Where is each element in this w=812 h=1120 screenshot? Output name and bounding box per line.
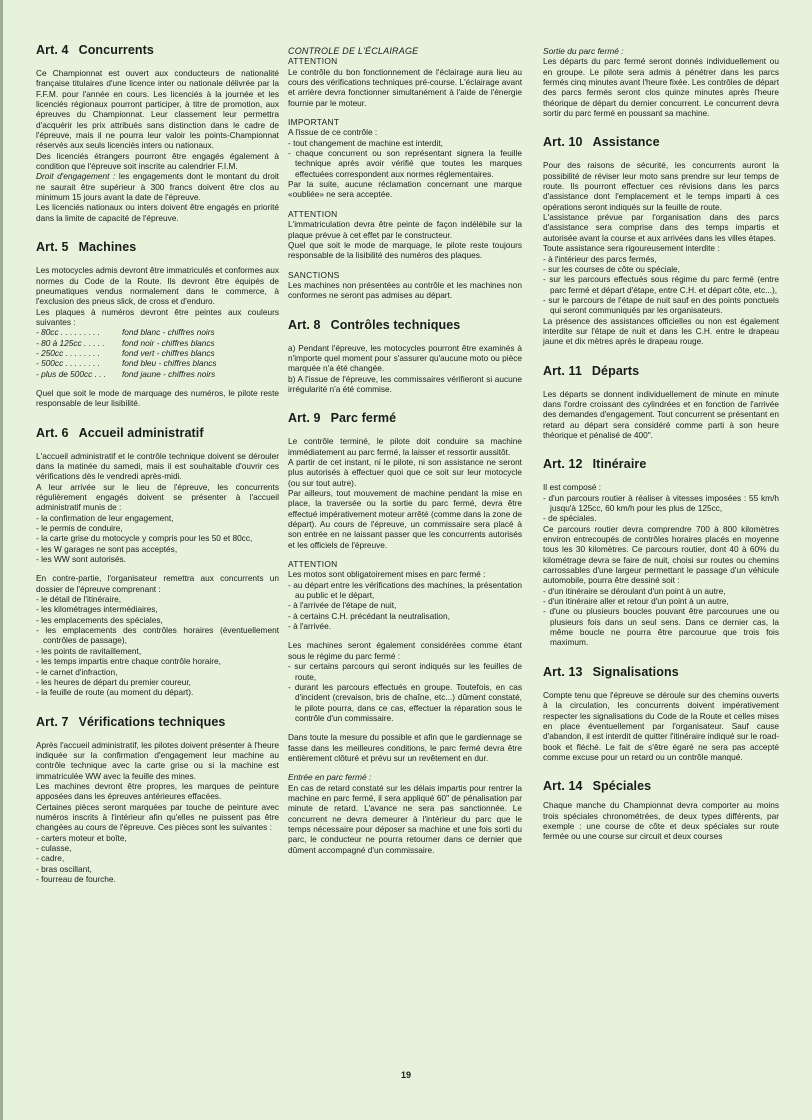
droit-engagement-label: Droit d'engagement : <box>36 171 116 182</box>
column-1 <box>36 42 279 884</box>
art4-paragraph: Droit d'engagement : les engagements dont le montant du droit ne saurait être supérieur à 300 francs doivent être clos au minimum 15 jours avant la date de l'épreuve. <box>36 171 279 203</box>
list-item: - chaque concurrent ou son représentant signera la feuille technique après avoir vérifié que toutes les marques effectuées correspondent aux normes réglementaires. <box>288 148 522 179</box>
sortie-parc-ferme-heading: Sortie du parc fermé : <box>543 46 624 56</box>
attention-label: ATTENTION <box>288 208 338 219</box>
important-label: IMPORTANT <box>288 117 340 128</box>
art8-number: Art. 8 <box>288 317 321 332</box>
art6-paragraph: L'accueil administratif et le contrôle technique doivent se dérouler dans la matinée du samedi, mais il est souhaitable d'ouvrir ces vérifications dès le vendredi après-midi. <box>36 450 279 482</box>
eclairage-paragraph: L'immatriculation devra être peinte de façon indélébile sur la plaque prévue à cet effet par le constructeur. <box>288 219 522 240</box>
art9-paragraph: Dans toute la mesure du possible et afin que le gardiennage se fasse dans les meilleures conditions, le parc fermé devra être entièrement clôturé et prévu sur un revêtement en dur. <box>288 732 522 763</box>
art8-paragraph: a) Pendant l'épreuve, les motocycles pourront être examinés à n'importe quel moment pour s'assurer qu'aucune moto ou pièce marquée n'a été changée. <box>288 342 522 374</box>
art6-list-2 <box>36 594 279 697</box>
art6-heading <box>36 425 279 441</box>
art6-title: Accueil administratif <box>78 425 204 440</box>
list-item: - les emplacements des spéciales, <box>36 615 279 625</box>
list-item: - les emplacements des contrôles horaires (éventuellement contrôles de passage), <box>36 625 279 646</box>
plate-color-row: - plus de 500cc . . . fond jaune - chiffres noirs <box>36 369 279 379</box>
art5-paragraph: Les plaques à numéros devront être peintes aux couleurs suivantes : <box>36 306 279 327</box>
attention-label: ATTENTION <box>288 56 338 67</box>
art6-paragraph: A leur arrivée sur le lieu de l'épreuve, les concurrents régulièrement engagés doivent se présenter à l'accueil administratif munis de : <box>36 481 279 513</box>
art13-title: Signalisations <box>592 664 679 679</box>
art12-title: Itinéraire <box>592 457 647 472</box>
list-item: - tout changement de machine est interdit, <box>288 138 522 148</box>
art7-list <box>36 833 279 885</box>
eclairage-paragraph: Le contrôle du bon fonctionnement de l'éclairage aura lieu au cours des vérifications techniques pré-course. L'éclairage avant et arrière devra fonctionner simultanément à l'aide de l'énergie fournie par le moteur. <box>288 66 522 108</box>
eclairage-list <box>288 138 522 179</box>
art10-paragraph: Pour des raisons de sécurité, les concurrents auront la possibilité de réviser leur moto sans prendre sur leur temps de route. Ils pourront effectuer ces révisions dans les parcs d'assistance dont l'emplacement et le temps imparti à ces opérations seront indiqués sur la feuille de route. <box>543 160 779 212</box>
art10-number: Art. 10 <box>543 135 583 150</box>
art7-title: Vérifications techniques <box>78 714 226 729</box>
art13-heading <box>543 664 779 680</box>
art6-list-1 <box>36 513 279 565</box>
list-item: - la confirmation de leur engagement, <box>36 513 279 523</box>
art7-paragraph: Les machines devront être propres, les marques de peinture apposées dans les épreuves antérieures effacées. <box>36 780 279 802</box>
art11-title: Départs <box>591 363 640 378</box>
art12-paragraph: Il est composé : <box>543 482 602 493</box>
list-item: - carters moteur et boîte, <box>36 833 279 843</box>
attention-label: ATTENTION <box>288 559 338 570</box>
art14-heading <box>543 778 779 794</box>
entree-parc-ferme-heading: Entrée en parc fermé : <box>288 772 372 783</box>
list-item: - culasse, <box>36 843 279 853</box>
art5-paragraph: Quel que soit le mode de marquage des numéros, le pilote reste responsable de leur lisibilité. <box>36 387 279 409</box>
art5-paragraph: Les motocycles admis devront être immatriculés et conformes aux normes du Code de la Route. Ils devront être équipés de pneumatiques vendus normalement dans le commerce, à l'exclusion des pneus slick, de cross et d'enduro. <box>36 265 280 307</box>
list-item: - les WW sont autorisés. <box>36 554 279 564</box>
list-item: - d'une ou plusieurs boucles pouvant être parcourues une ou plusieurs fois dans un seul sens. Dans ce dernier cas, la même boucle ne pourra être parcourue que trois fois maximum. <box>543 606 779 647</box>
eclairage-paragraph: A l'issue de ce contrôle : <box>288 127 378 138</box>
eclairage-paragraph: Par la suite, aucune réclamation concernant une marque «oubliée» ne sera acceptée. <box>288 179 522 200</box>
art4-title: Concurrents <box>78 43 154 57</box>
art12-list-2 <box>543 586 779 648</box>
art9-number: Art. 9 <box>288 411 321 426</box>
list-item: - à l'arrivée. <box>288 621 522 631</box>
list-item: - d'un parcours routier à réaliser à vitesses imposées : 55 km/h jusqu'à 125cc, 60 km/h pour les plus de 125cc, <box>543 493 779 514</box>
art13-paragraph: Compte tenu que l'épreuve se déroule sur des chemins ouverts à la circulation, les concurrents doivent impérativement respecter les signalisations du Code de la Route et celles mises en place éventuellement par l'organisateur. Sauf cause d'abandon, il est interdit de quitter l'itinéraire indiqué sur le road-book et fléché. Le fait de s'être égaré ne sera pas accepté comme excuse pour un retard ou un contrôle manqué. <box>543 689 779 762</box>
list-item: - de spéciales. <box>543 513 779 523</box>
art7-heading <box>36 714 279 730</box>
art12-heading <box>543 456 779 472</box>
art10-list <box>543 254 779 316</box>
art10-title: Assistance <box>592 135 660 150</box>
art12-list-1 <box>543 493 779 524</box>
art9-heading <box>288 410 522 426</box>
art9-paragraph: Par ailleurs, tout mouvement de machine pendant la mise en place, la traversée ou la sortie du parc fermé, devra être effectué impérativement moteur arrêté (comme dans la zone de départ). Au cours de l'épreuve, un commissaire sera placé à son entrée en ne laissant passer que les concurrents autorisés et les officiels de l'épreuve. <box>288 488 522 550</box>
plate-color-table <box>36 327 279 379</box>
list-item: - le permis de conduire, <box>36 523 279 533</box>
art4-paragraph: Des licenciés étrangers pourront être engagés également à condition que l'épreuve soit inscrite au calendrier F.I.M. <box>36 150 279 172</box>
sanctions-label: SANCTIONS <box>288 269 340 280</box>
art4-heading <box>36 42 279 58</box>
art14-title: Spéciales <box>592 779 652 794</box>
art10-paragraph: La présence des assistances officielles ou non est également interdite sur l'étape de nuit et dans les C.H. entre le drapeau jaune et dix mètres après le drapeau rouge. <box>543 315 779 347</box>
list-item: - le détail de l'itinéraire, <box>36 594 279 604</box>
list-item: - les W garages ne sont pas acceptés, <box>36 544 279 554</box>
list-item: - d'un itinéraire se déroulant d'un point à un autre, <box>543 586 779 596</box>
list-item: - à l'arrivée de l'étape de nuit, <box>288 600 522 610</box>
list-item: - les points de ravitaillement, <box>36 646 279 656</box>
column-2 <box>288 46 522 855</box>
art13-number: Art. 13 <box>543 664 583 679</box>
eclairage-paragraph: Les machines non présentées au contrôle et les machines non conformes ne seront pas admises au départ. <box>288 279 522 301</box>
list-item: - fourreau de fourche. <box>36 874 279 884</box>
art14-paragraph: Chaque manche du Championnat devra comporter au moins trois spéciales chronométrées, de deux types différents, par exemple : une course de côte et deux spéciales sur route fermée ou une course sur circuit et deux courses <box>543 800 779 842</box>
page-edge <box>0 0 3 1120</box>
art14-number: Art. 14 <box>543 779 583 794</box>
art4-number: Art. 4 <box>36 43 69 57</box>
plate-color-row: - 500cc . . . . . . . . fond bleu - chiffres blancs <box>36 358 279 368</box>
list-item: - cadre, <box>36 853 279 863</box>
art9-paragraph: En cas de retard constaté sur les délais impartis pour rentrer la machine en parc fermé, il sera appliqué 60" de pénalisation par minute de retard. L'avance ne sera pas sanctionnée. Le concurrent ne devra demeurer à l'intérieur du parc que le temps nécessaire pour déposer sa machine et une fois sorti du parc, le conducteur ne pourra retourner dans ce dernier que dûment accompagné d'un commissaire. <box>288 782 522 855</box>
art9-paragraph: Les départs du parc fermé seront donnés individuellement ou en groupe. Le pilote sera admis à pénétrer dans les parcs fermés cinq minutes avant l'heure fixée. Les contrôles de départ des parcs fermés seront clos quinze minutes après l'heure théorique de départ du dernier concurrent. Le concurrent devra sortir du parc fermé en poussant sa machine. <box>543 56 779 119</box>
art10-paragraph: Toute assistance sera rigoureusement interdite : <box>543 243 720 254</box>
art10-paragraph: L'assistance prévue par l'organisation dans des parcs d'assistance sera comprise dans des temps impartis et autorisée avant la course et aux arrivées dans les villes étapes. <box>543 212 779 243</box>
art11-paragraph: Les départs se donnent individuellement de minute en minute dans l'ordre croissant des cylindrées et en fonction de l'arrivée des demandes d'engagement. Tout concurrent se présentant en retard au départ sera considéré comme parti à son heure théorique et pénalisé de 400". <box>543 388 779 440</box>
art9-paragraph: Le contrôle terminé, le pilote doit conduire sa machine immédiatement au parc fermé, la laisser et ressortir aussitôt. <box>288 436 522 457</box>
list-item: - d'un itinéraire aller et retour d'un point à un autre, <box>543 596 779 606</box>
art8-title: Contrôles techniques <box>330 317 461 332</box>
column-3 <box>543 46 779 842</box>
art9-paragraph: Les motos sont obligatoirement mises en parc fermé : <box>288 569 486 580</box>
art6-number: Art. 6 <box>36 425 69 440</box>
list-item: - le carnet d'infraction, <box>36 667 279 677</box>
list-item: - la feuille de route (au moment du départ). <box>36 687 279 697</box>
art12-paragraph: Ce parcours routier devra comprendre 700 à 800 kilomètres environ entrecoupés de contrôles horaires placés en moyenne tous les 30 kilomètres. Ce parcours routier, dont 40 à 60% du kilométrage devra se faire de nuit, choisi sur routes ou chemins carrossables d'une largeur permettant le passage d'un véhicule automobile, pourra être dessiné soit : <box>543 523 779 586</box>
art9-list-2 <box>288 661 522 723</box>
list-item: - les temps impartis entre chaque contrôle horaire, <box>36 656 279 666</box>
art5-number: Art. 5 <box>36 240 69 255</box>
eclairage-heading: CONTROLE DE L'ÉCLAIRAGE <box>288 46 419 56</box>
list-item: - les kilométrages intermédiaires, <box>36 604 279 614</box>
art9-title: Parc fermé <box>330 411 397 426</box>
list-item: - sur les parcours effectués sous régime du parc fermé (entre parc fermé et départ d'étape, entre C.H. et départ côte, etc...), <box>543 274 779 295</box>
page-number: 19 <box>400 1070 411 1080</box>
art4-paragraph: Les licenciés nationaux ou inters doivent être engagés en priorité dans la limite de capacité de l'épreuve. <box>36 202 279 223</box>
art10-heading <box>543 134 779 150</box>
list-item: - la carte grise du motocycle y compris pour les 50 et 80cc, <box>36 533 279 543</box>
art11-heading <box>543 363 779 379</box>
list-item: - les heures de départ du premier coureur, <box>36 677 279 687</box>
art9-paragraph: Les machines seront également considérées comme étant sous le régime du parc fermé : <box>288 640 522 661</box>
list-item: - durant les parcours effectués en groupe. Toutefois, en cas d'incident (crevaison, bris de chaîne, etc...) dûment constaté, le pilote pourra, dans ce cas, effectuer la réparation sous le contrôle d'un commissaire. <box>288 682 522 723</box>
art9-paragraph: A partir de cet instant, ni le pilote, ni son assistance ne seront plus autorisés à effectuer quoi que ce soit sur leur motocycle (ou sur tout autre). <box>288 456 522 488</box>
list-item: - à certains C.H. précédant la neutralisation, <box>288 611 522 621</box>
plate-color-row: - 80cc . . . . . . . . . fond blanc - chiffres noirs <box>36 327 279 337</box>
plate-color-row: - 250cc . . . . . . . . fond vert - chiffres blancs <box>36 348 279 358</box>
list-item: - sur le parcours de l'étape de nuit sauf en des points ponctuels qui seront communiqués par les organisateurs. <box>543 295 779 316</box>
art6-paragraph: En contre-partie, l'organisateur remettra aux concurrents un dossier de l'épreuve comprenant : <box>36 573 279 594</box>
art7-number: Art. 7 <box>36 714 69 729</box>
art8-heading <box>288 317 522 333</box>
eclairage-paragraph: Quel que soit le mode de marquage, le pilote reste toujours responsable de la lisibilité des numéros des plaques. <box>288 239 522 261</box>
art7-paragraph: Après l'accueil administratif, les pilotes doivent présenter à l'heure indiquée sur la confirmation d'engagement leur machine au contrôle technique avec la carte grise ou si la machine est immatriculée WW avec la feuille des mines. <box>36 739 279 781</box>
art8-paragraph: b) A l'issue de l'épreuve, les commissaires vérifieront si aucune irrégularité n'a été commise. <box>288 373 522 394</box>
plate-color-row: - 80 à 125cc . . . . . fond noir - chiffres blancs <box>36 338 279 348</box>
art11-number: Art. 11 <box>543 363 582 378</box>
list-item: - sur certains parcours qui seront indiqués sur les feuilles de route, <box>288 661 522 682</box>
art12-number: Art. 12 <box>543 457 583 472</box>
art7-paragraph: Certaines pièces seront marquées par touche de peinture avec numéros inscrits à l'intérieur afin qu'elles ne puissent pas être changées au cours de l'épreuve. Ces pièces sont les suivantes : <box>36 801 279 833</box>
art5-title: Machines <box>78 240 137 255</box>
art9-list-1 <box>288 580 522 632</box>
art5-heading <box>36 239 279 255</box>
list-item: - à l'intérieur des parcs fermés, <box>543 254 779 264</box>
list-item: - bras oscillant, <box>36 864 279 874</box>
list-item: - au départ entre les vérifications des machines, la présentation au public et le départ, <box>288 580 522 601</box>
art4-paragraph: Ce Championnat est ouvert aux conducteurs de nationalité française titulaires d'une licence inter ou nationale délivrée par la F.F.M. pour l'année en cours. Les licenciés à la journée et les licenciés régionaux pourront participer, à titre de promotion, aux épreuves du Championnat. Leur classement leur permettra d'acquérir les prix attribués sans distinction dans le cadre de l'épreuve, mais il ne pourra leur valoir les points-Championnat réservés aux seuls licenciés inters ou nationaux. <box>36 68 279 151</box>
list-item: - sur les courses de côte ou spéciale, <box>543 264 779 274</box>
